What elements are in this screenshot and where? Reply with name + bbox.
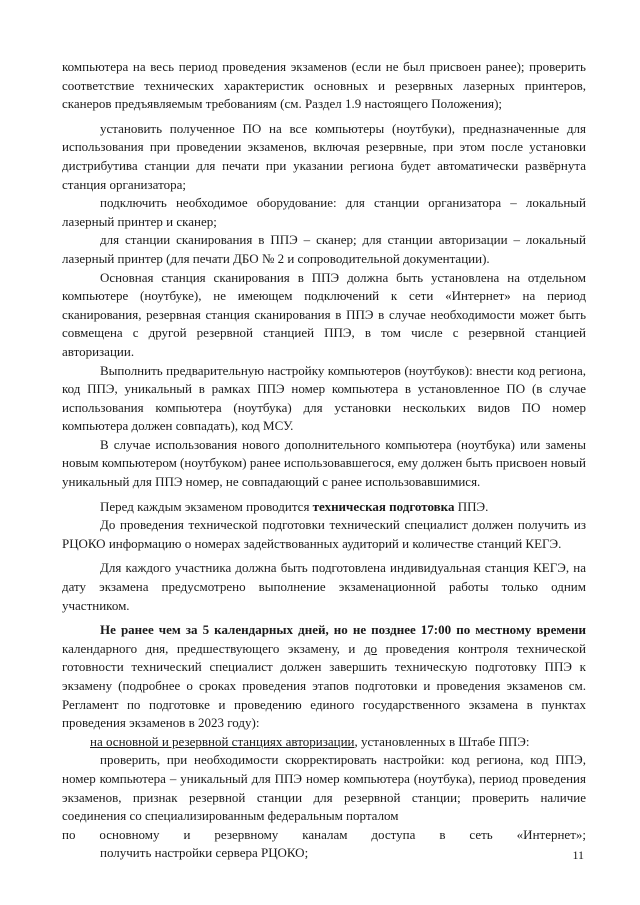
paragraph-12-underlined: на основной и резервной станциях авторизации — [90, 733, 355, 749]
paragraph-9: До проведения технической подготовки технический специалист должен получить из РЦОКО информацию о номерах задействованных аудиторий и количестве станций КЕГЭ. — [62, 517, 586, 551]
paragraph-11-text-b: календарного дня, предшествующего экзамену, и — [62, 640, 364, 656]
paragraph-8-bold: техническая подготовка — [312, 498, 455, 514]
paragraph-11 — [62, 621, 586, 733]
paragraph-2: установить полученное ПО на все компьютеры (ноутбуки), предназначенные для использования при проведении экзаменов, включая резервные, при этом после установки дистрибутива станции для печати при указании региона будет автоматически развёрнута станция организатора; — [62, 120, 586, 192]
paragraph-11-text-d: проведения контроля технической готовности технический специалист должен завершить техническую подготовку ППЭ к экзамену (подробнее о сроках проведения этапов подготовки и проведения экзаменов см. Регламент по подготовке и проведению единого государственного экзамена в пунктах проведения экзаменов в 2023 году): — [62, 640, 587, 731]
paragraph-11-underlined: до — [363, 640, 378, 656]
paragraph-8-text-a: Перед каждым экзаменом проводится — [100, 498, 313, 514]
paragraph-4: для станции сканирования в ППЭ – сканер; для станции авторизации – локальный лазерный принтер (для печати ДБО № 2 и сопроводительной документации). — [62, 232, 586, 266]
page-number: 11 — [572, 848, 584, 862]
paragraph-5: Основная станция сканирования в ППЭ должна быть установлена на отдельном компьютере (ноутбуке), не имеющем подключений к сети «Интернет» на период сканирования, резервная станция сканирования в ППЭ в случае необходимости может быть совмещена с другой резервной станцией ППЭ, в том числе с резервной станцией авторизации. — [62, 269, 586, 359]
paragraph-13: проверить, при необходимости скорректировать настройки: код региона, код ППЭ, номер компьютера – уникальный для ППЭ номер компьютера (ноутбука), период проведения экзаменов, признак резервной станции для резервной станции; проверить наличие соединения со специализированным федеральным порталом — [62, 752, 586, 824]
paragraph-7: В случае использования нового дополнительного компьютера (ноутбука) или замены новым компьютером (ноутбуком) ранее использовавшегося, ему должен быть присвоен новый уникальный для ППЭ номер, не совпадающий с ранее использовавшимися. — [62, 436, 586, 490]
paragraph-6: Выполнить предварительную настройку компьютеров (ноутбуков): внести код региона, код ППЭ, уникальный в рамках ППЭ номер компьютера в установленное ПО (в случае использования компьютера (ноутбука) для установки нескольких видов ПО номер компьютера должен совпадать), код МСУ. — [62, 362, 586, 434]
paragraph-10: Для каждого участника должна быть подготовлена индивидуальная станция КЕГЭ, на дату экзамена предусмотрено выполнение экзаменационной работы только одним участником. — [62, 560, 586, 613]
paragraph-8 — [62, 498, 586, 517]
paragraph-3: подключить необходимое оборудование: для станции организатора – локальный лазерный принтер и сканер; — [62, 195, 586, 229]
paragraph-12-text-b: , установленных в Штабе ППЭ: — [354, 733, 530, 749]
paragraph-1: компьютера на весь период проведения экзаменов (если не был присвоен ранее); проверить соответствие технических характеристик основных и резервных лазерных принтеров, сканеров предъявляемым требованиям (см. Раздел 1.9 настоящего Положения); — [62, 59, 586, 112]
paragraph-14: по основному и резервному каналам доступа в сеть «Интернет»; — [62, 826, 586, 842]
paragraph-11-bold: Не ранее чем за 5 календарных дней, но не позднее 17:00 по местному времени — [100, 622, 586, 638]
paragraph-12 — [62, 733, 586, 752]
paragraph-8-text-c: ППЭ. — [454, 498, 489, 514]
paragraph-15: получить настройки сервера РЦОКО; — [100, 845, 309, 861]
